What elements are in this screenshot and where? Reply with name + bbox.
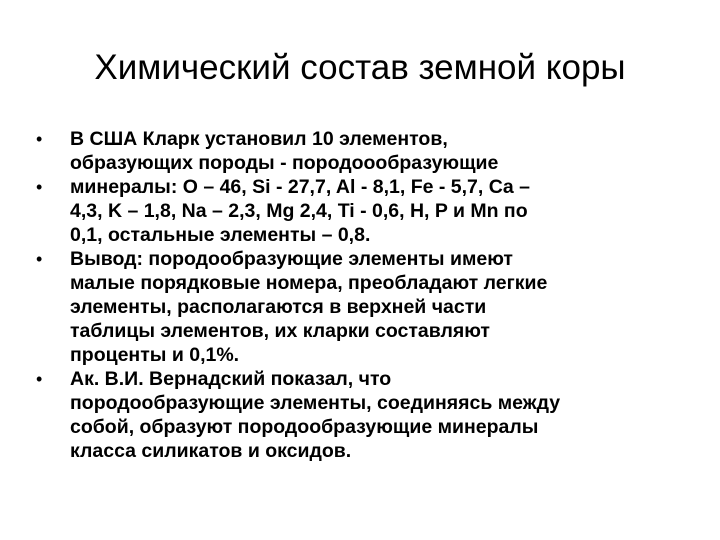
bullet-text-line: проценты и 0,1%. [70, 344, 240, 366]
bullet-text-line: Вывод: породообразующие элементы имеют [70, 248, 513, 270]
bullet-item-minerals [36, 175, 686, 247]
bullet-text-line: 0,1, остальные элементы – 0,8. [70, 224, 371, 246]
bullet-item-vernadsky [36, 367, 686, 463]
bullet-text-line: элементы, располагаются в верхней части [70, 296, 487, 318]
bullet-text-line: Ак. В.И. Вернадский показал, что [70, 368, 392, 390]
bullet-text-line: собой, образуют породообразующие минералы [70, 416, 539, 438]
bullet-item-clarke [36, 127, 686, 175]
bullet-text-line: породообразующие элементы, соединяясь между [70, 392, 561, 414]
bullet-text-line: минералы: О – 46, Si - 27,7, Al - 8,1, Fe - 5,7, Ca – [70, 176, 530, 198]
bullet-text-line: таблицы элементов, их кларки составляют [70, 320, 490, 342]
bullet-text-line: малые порядковые номера, преобладают легкие [70, 272, 548, 294]
bullet-list [36, 127, 686, 463]
bullet-item-conclusion [36, 247, 686, 367]
bullet-text-line: образующих породы - породоообразующие [70, 152, 499, 174]
bullet-icon: • [36, 129, 43, 149]
bullet-text-line: класса силикатов и оксидов. [70, 440, 352, 462]
bullet-text-line: В США Кларк установил 10 элементов, [70, 128, 448, 150]
bullet-icon: • [36, 249, 43, 269]
slide-title: Химический состав земной коры [94, 48, 626, 87]
bullet-text-line: 4,3, K – 1,8, Na – 2,3, Mg 2,4, Ti - 0,6, H, P и Mn по [70, 200, 528, 222]
bullet-icon: • [36, 369, 43, 389]
bullet-icon: • [36, 177, 43, 197]
